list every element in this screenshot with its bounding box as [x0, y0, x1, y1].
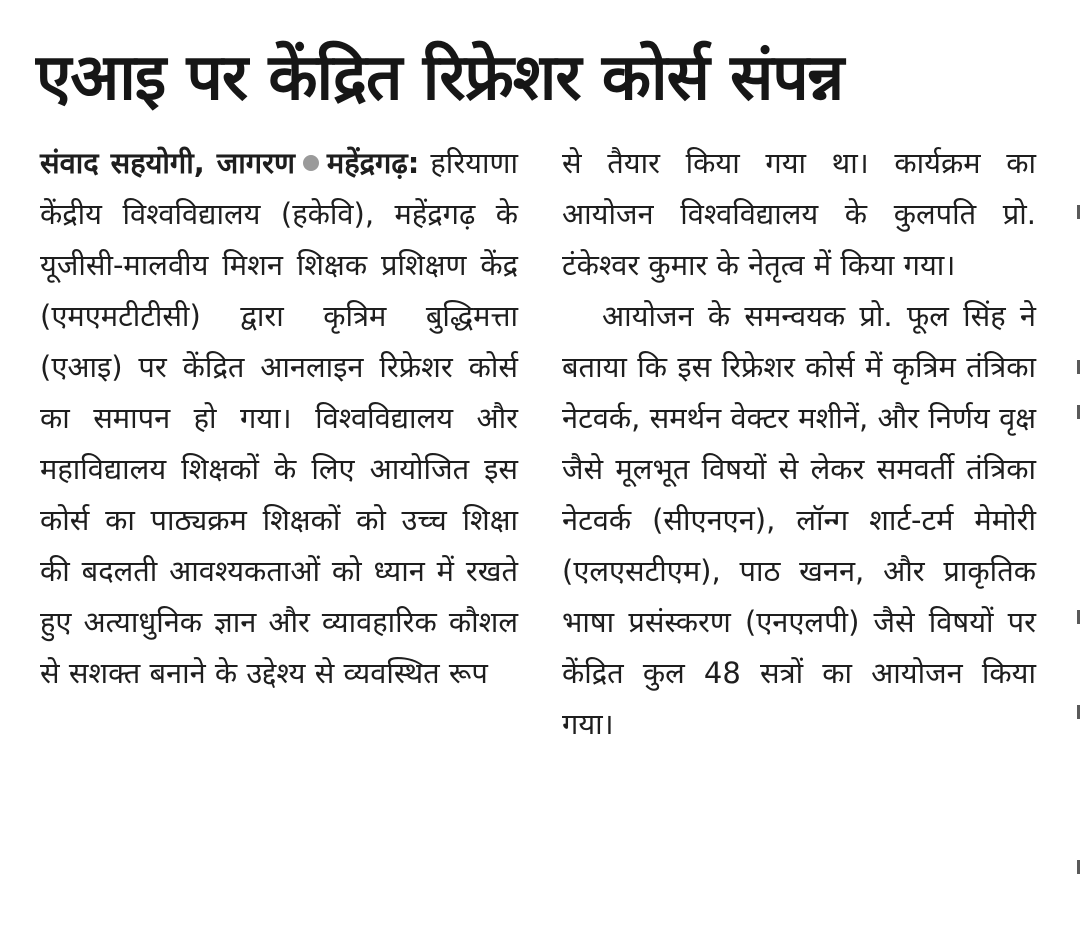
bullet-dot-icon	[303, 155, 319, 171]
right-paragraph-1: से तैयार किया गया था। कार्यक्रम का आयोजन विश्वविद्यालय के कुलपति प्रो. टंकेश्वर कुमार के नेतृत्व में किया गया।	[562, 146, 1036, 282]
left-column	[40, 138, 518, 699]
right-paragraph-2: आयोजन के समन्वयक प्रो. फूल सिंह ने बताया कि इस रिफ्रेशर कोर्स में कृत्रिम तंत्रिका नेटवर्क, समर्थन वेक्टर मशीनें, और निर्णय वृक्ष जैसे मूलभूत विषयों से लेकर समवर्ती तंत्रिका नेटवर्क (सीएनएन), लॉन्ग शार्ट-टर्म मेमोरी (एलएसटीएम), पाठ खनन, और प्राकृतिक भाषा प्रसंस्करण (एनएलपी) जैसे विषयों पर केंद्रित कुल 48 सत्रों का आयोजन किया गया।	[562, 299, 1036, 741]
right-column	[562, 138, 1036, 750]
left-paragraph	[40, 138, 518, 699]
left-column-text: हरियाणा केंद्रीय विश्वविद्यालय (हकेवि), महेंद्रगढ़ के यूजीसी-मालवीय मिशन शिक्षक प्रशिक्षण केंद्र (एमएमटीटीसी) द्वारा कृत्रिम बुद्धिमत्ता (एआइ) पर केंद्रित आनलाइन रिफ्रेशर कोर्स का समापन हो गया। विश्वविद्यालय और महाविद्यालय शिक्षकों के लिए आयोजित इस कोर्स का पाठ्यक्रम शिक्षकों को उच्च शिक्षा की बदलती आवश्यकताओं को ध्यान में रखते हुए अत्याधुनिक ज्ञान और व्यावहारिक कौशल से सशक्त बनाने के उद्देश्य से व्यवस्थित रूप	[40, 146, 518, 690]
headline: एआइ पर केंद्रित रिफ्रेशर कोर्स संपन्न	[36, 41, 844, 115]
dateline-location: महेंद्रगढ़:	[326, 146, 420, 180]
byline: संवाद सहयोगी, जागरण	[40, 146, 295, 180]
